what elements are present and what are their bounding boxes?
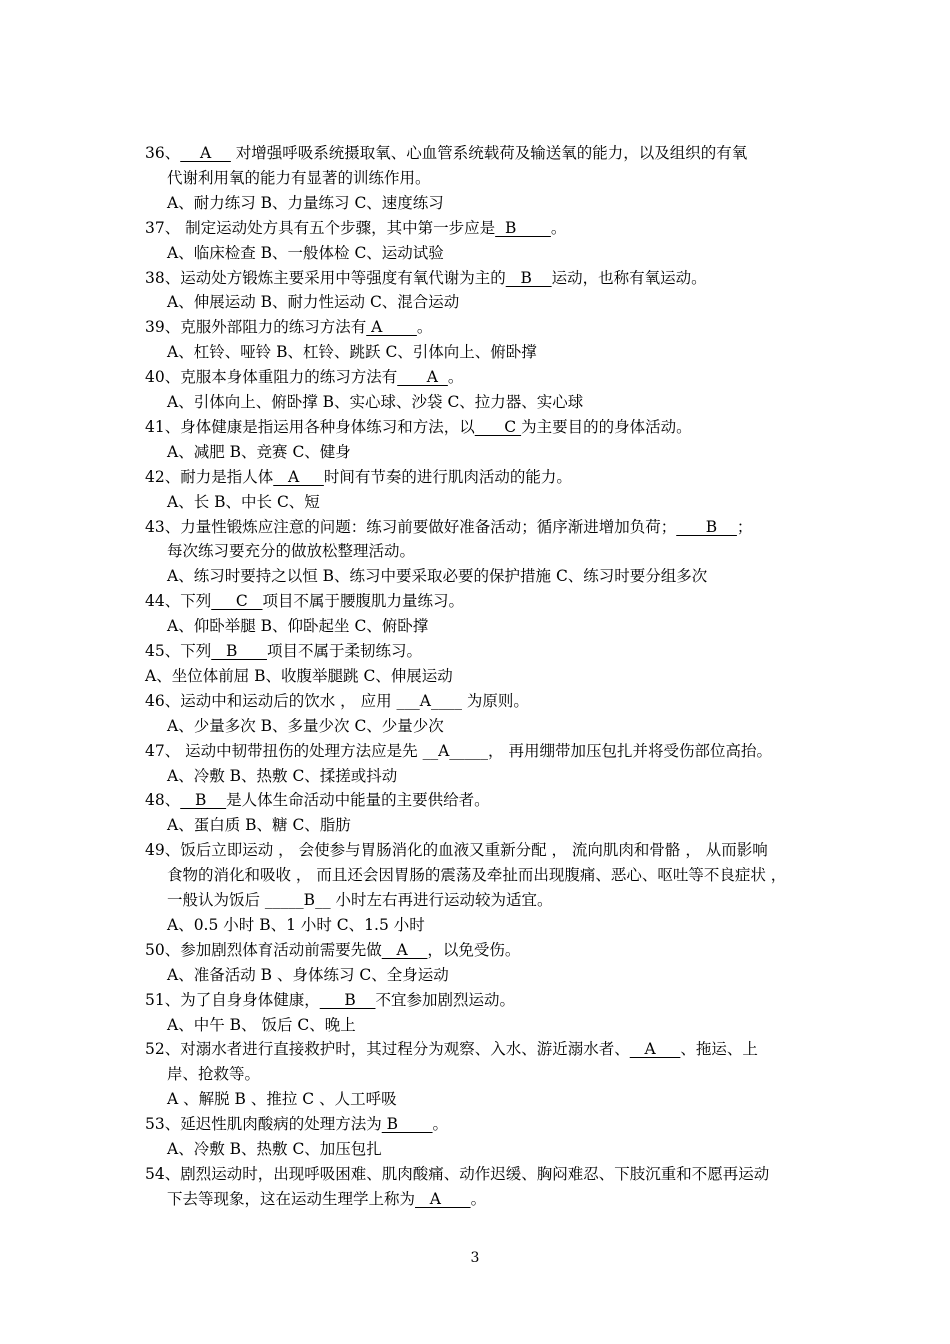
line-text: A、0.5 小时 B、1 小时 C、1.5 小时 [167,915,425,934]
line-text: A、准备活动 B 、身体练习 C、全身运动 [167,965,449,984]
text-line [167,963,449,987]
line-text: A、冷敷 B、热敷 C、加压包扎 [167,1140,382,1158]
text-line [167,1062,260,1086]
text-line [145,838,768,862]
text-line [145,1037,758,1061]
answer-blank: B [381,1115,433,1134]
text-line [167,764,397,788]
line-text: 42、耐力是指人体 [145,467,274,486]
line-text: 46、运动中和运动后的饮水 ， 应用 ___A____ 为原则。 [145,691,529,710]
line-text-after: 为主要目的的身体活动。 [521,417,692,436]
line-text: 54、剧烈运动时，出现呼吸困难、肌肉酸痛、动作迟缓、胸闷难忍、下肢沉重和不愿再运动 [145,1164,770,1183]
text-line [167,340,537,364]
text-line [145,664,453,688]
text-line [167,290,459,314]
text-line [167,913,425,937]
line-text: A、中午 B、 饭后 C、晚上 [167,1015,356,1034]
line-text: A、引体向上、俯卧撑 B、实心球、沙袋 C、拉力器、实心球 [167,393,584,411]
text-line [145,465,572,489]
line-text: 下去等现象，这在运动生理学上称为 [167,1189,416,1208]
text-line [145,639,422,663]
answer-blank: C [211,592,263,611]
line-text: 41、身体健康是指运用各种身体练习和方法，以 [145,417,475,436]
line-text-after: 项目不属于柔韧练习。 [266,642,422,660]
line-text: A、仰卧举腿 B、仰卧起坐 C、俯卧撑 [167,617,429,636]
line-text: 50、参加剧烈体育活动前需要先做 [145,940,382,959]
line-text-after: 。 [416,318,433,337]
line-text: A、伸展运动 B、耐力性运动 C、混合运动 [167,293,460,312]
line-text: A、蛋白质 B、糖 C、脂肪 [167,816,351,835]
line-text: A、坐位体前屈 B、收腹举腿跳 C、伸展运动 [145,666,453,685]
line-text: A、耐力练习 B、力量练习 C、速度练习 [167,193,444,212]
line-text-after: ，以免受伤。 [427,940,521,959]
text-line [167,1137,382,1161]
line-text: 48、 [145,791,181,810]
answer-blank: B [495,218,551,237]
text-line [145,988,515,1012]
answer-blank: B [676,517,737,536]
text-line [167,888,553,912]
line-text: A、长 B、中长 C、短 [167,492,320,511]
text-line [167,191,444,215]
text-line [145,739,772,763]
line-text-after: 。 [550,218,567,237]
line-text: 52、对溺水者进行直接救护时，其过程分为观察、入水、游近溺水者、 [145,1040,630,1059]
line-text: 44、下列 [145,592,212,611]
line-text: 49、饭后立即运动 ， 会使参与胃肠消化的血液又重新分配 ， 流向肌肉和骨骼 ， 从而影响 [145,841,768,860]
answer-blank: C [474,417,522,436]
line-text: 39、克服外部阻力的练习方法有 [145,318,367,337]
text-line [145,415,692,439]
line-text: 53、延迟性肌肉酸病的处理方法为 [145,1115,382,1134]
answer-blank: A [629,1040,681,1059]
line-text: 47、 运动中韧带扭伤的处理方法应是先 __A_____， 再用绷带加压包扎并将受伤部位高抬。 [145,741,772,760]
line-text-after: 时间有节奏的进行肌肉活动的能力。 [323,467,572,486]
text-line [167,390,583,414]
answer-blank: B [505,268,552,287]
line-text: 38、运动处方锻炼主要采用中等强度有氧代谢为主的 [145,268,506,287]
text-line [145,938,520,962]
line-text: A、临床检查 B、一般体检 C、运动试验 [167,243,444,262]
page-number: 3 [470,1250,480,1266]
line-text: 40、克服本身体重阻力的练习方法有 [145,368,398,387]
line-text-after: 不宜参加剧烈运动。 [375,990,515,1009]
line-text-after: 。 [432,1115,449,1134]
text-line [167,714,444,738]
line-text: A、杠铃、哑铃 B、杠铃、跳跃 C、引体向上、俯卧撑 [167,343,537,362]
answer-blank: A [397,368,448,387]
line-text-after: 对增强呼吸系统摄取氧、心血管系统载荷及输送氧的能力，以及组织的有氧 [230,144,748,162]
answer-blank: B [180,791,227,810]
answer-blank: A [381,940,428,959]
text-line [167,1187,486,1211]
text-line [145,266,707,290]
line-text: A、减肥 B、竞赛 C、健身 [167,442,351,461]
text-line [167,813,351,837]
line-text: 43、力量性锻炼应注意的问题：练习前要做好准备活动；循序渐进增加负荷； [145,517,677,536]
line-text: 36、 [145,144,181,162]
text-line [145,1162,769,1186]
line-text-after: ； [736,517,753,536]
text-line [167,490,320,514]
line-text-after: 。 [470,1189,487,1208]
line-text: 岸、抢救等。 [167,1065,261,1084]
answer-blank: B [211,642,267,660]
answer-blank: B [319,990,376,1009]
text-line [167,564,707,588]
answer-blank: A [415,1189,471,1208]
text-line [167,166,431,190]
text-line [167,241,444,265]
line-text-after: 、拖运、上 [680,1040,758,1059]
line-text-after: 。 [447,368,464,387]
text-line [145,141,747,165]
line-text: 代谢利用氧的能力有显著的训练作用。 [167,168,431,187]
text-line [145,515,752,539]
line-text-after: 项目不属于腰腹肌力量练习。 [262,592,465,611]
text-line [167,614,428,638]
line-text: A、练习时要持之以恒 B、练习中要采取必要的保护措施 C、练习时要分组多次 [167,567,708,586]
text-line [145,689,529,713]
line-text: 每次练习要充分的做放松整理活动。 [167,542,416,561]
text-line [167,863,786,887]
text-line [167,1087,397,1111]
line-text: 食物的消化和吸收 ， 而且还会因胃肠的震荡及牵扯而出现腹痛、恶心、呕吐等不良症状 ， [167,866,787,885]
text-line [145,216,566,240]
text-line [145,1112,448,1136]
text-line [145,788,490,812]
line-text: A、冷敷 B、热敷 C、揉搓或抖动 [167,766,398,785]
text-line [145,365,463,389]
line-text: 一般认为饭后 _____B__ 小时左右再进行运动较为适宜。 [167,891,553,909]
answer-blank: A [180,144,231,162]
text-line [145,589,464,613]
line-text: 51、为了自身身体健康， [145,990,320,1009]
text-line [167,539,415,563]
answer-blank: A [366,318,417,337]
line-text-after: 运动，也称有氧运动。 [551,268,707,287]
line-text-after: 是人体生命活动中能量的主要供给者。 [226,791,490,810]
line-text: 45、下列 [145,642,212,660]
line-text: A 、解脱 B 、推拉 C 、人工呼吸 [167,1090,397,1109]
line-text: A、少量多次 B、多量少次 C、少量少次 [167,716,444,735]
answer-blank: A [273,467,324,486]
text-line [167,440,351,464]
line-text: 37、 制定运动处方具有五个步骤，其中第一步应是 [145,218,496,237]
text-line [167,1013,356,1037]
text-line [145,315,432,339]
